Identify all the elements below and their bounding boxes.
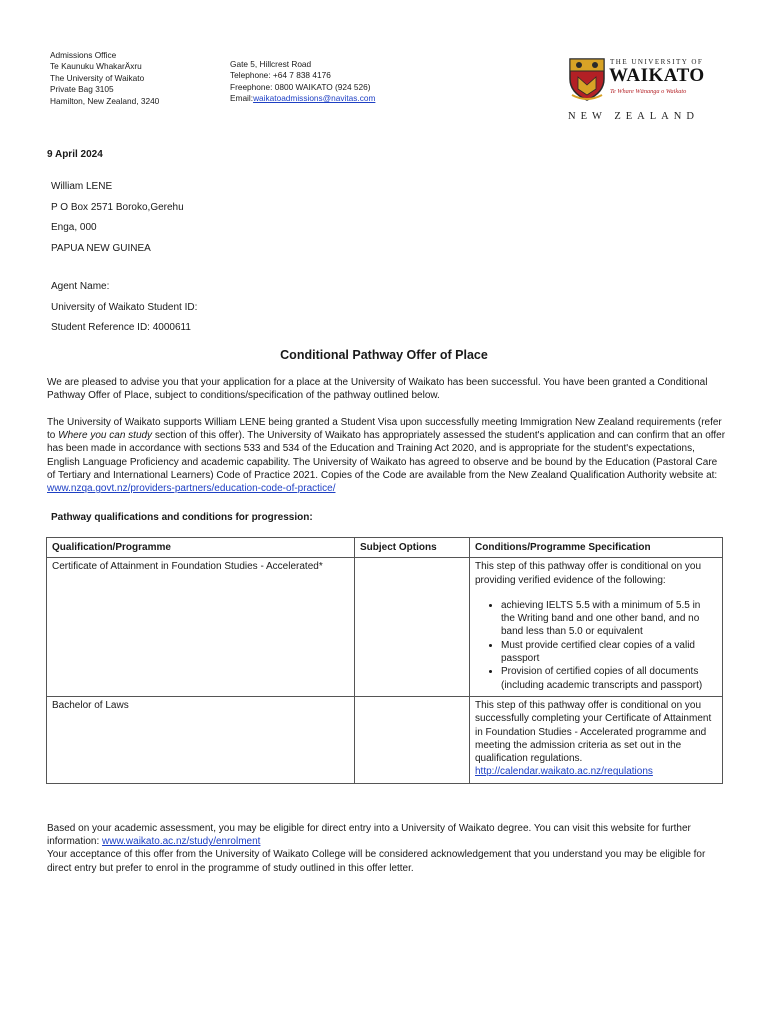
list-item: • Provision of certified copies of all documents (including academic transcripts and passport) [501,665,717,692]
student-id: University of Waikato Student ID: [51,301,198,313]
nzqa-link[interactable]: www.nzqa.govt.nz/providers-partners/education-code-of-practice/ [47,483,336,495]
visa-text-em: Where you can study [58,430,153,442]
student-reference-id: Student Reference ID: 4000611 [51,322,191,333]
logo-univ-of: THE UNIVERSITY OF [610,58,704,66]
list-item: • achieving IELTS 5.5 with a minimum of 5.5 in the Writing band and one other band, and no band less than 5.0 or equivalent [501,599,717,639]
gate-address: Gate 5, Hillcrest Road [230,59,312,69]
address-line: The University of Waikato [50,72,145,83]
visa-text-a: The University of Waikato supports William LENE being granted a Student Visa upon successfully meeting Immigration New Zealand requirements (refer to [47,417,722,442]
pathway-table [46,537,723,784]
recipient-line: William LENE [51,181,113,192]
visa-text-b: section of this offer). The University of Waikato has appropriately assessed the student's application and can confirm that an offer has been made in accordance with sections 533 and 534 of the Education and Training Act 2020, and is appropriate for the student's expectations, English Language Proficiency and academic capability. The University of Waikato has agreed to observe and be bound by the Education (Pastoral Care of Tertiary and International Learners) Code of Practice 2021. Copies of the Code are available from the New Zealand Qualification Authority website at: [47,430,726,481]
qualification-cell: Bachelor of Laws [47,696,355,783]
student-ids [51,277,197,339]
footer-paragraph [47,822,727,848]
address-line: Hamilton, New Zealand, 3240 [50,95,160,106]
email-line [230,93,375,104]
university-logo [566,52,711,124]
column-header: Conditions/Programme Specification [470,538,723,558]
email-link[interactable]: waikatoadmissions@navitas.com [253,93,376,104]
email-label: Email: [230,93,254,104]
intro-paragraph: We are pleased to advise you that your application for a place at the University of Waikato has been successful. You have been granted a Conditional Pathway Offer of Place, subject to conditions/specification of the pathway outlined below. [47,377,708,402]
regulations-link[interactable]: http://calendar.waikato.ac.nz/regulations [475,766,653,778]
recipient-line: PAPUA NEW GUINEA [51,242,151,254]
agent-name: Agent Name: [51,281,110,292]
list-item: • Must provide certified clear copies of a valid passport [501,639,717,666]
conditions-cell [470,696,723,783]
conditions-text: This step of this pathway offer is conditional on you successfully completing your Certificate of Attainment in Foundation Studies - Accelerated programme and meeting the admission criteria as set out in the qualification regulations. [475,699,712,765]
footer-paragraph: Your acceptance of this offer from the University of Waikato College will be considered acknowledgement that you understand you may be eligible for direct entry but prefer to enrol in the programme of study outlined in this offer letter. [47,849,706,874]
footer-text [47,822,727,875]
qualification-cell: Certificate of Attainment in Foundation Studies - Accelerated* [47,558,355,697]
recipient-line: Enga, 000 [51,222,97,233]
conditions-list [475,599,717,692]
subject-cell [355,696,470,783]
page-title: Conditional Pathway Offer of Place [280,348,488,362]
footer-text-1: Based on your academic assessment, you may be eligible for direct entry into a University of Waikato degree. You can visit this website for further information: [47,823,691,848]
pathway-heading: Pathway qualifications and conditions for progression: [51,512,313,523]
crest-icon [566,55,608,101]
subject-cell [355,558,470,697]
sender-address [50,50,159,107]
address-line: Admissions Office [50,50,117,60]
column-header: Qualification/Programme [47,538,355,558]
address-line: Private Bag 3105 [50,84,114,95]
freephone: Freephone: 0800 WAIKATO (924 526) [230,81,371,92]
telephone: Telephone: +64 7 838 4176 [230,70,331,81]
sender-contact [230,59,375,105]
enrolment-link[interactable]: www.waikato.ac.nz/study/enrolment [102,836,261,848]
recipient-line: P O Box 2571 Boroko,Gerehu [51,201,184,213]
logo-country: NEW ZEALAND [568,111,699,122]
column-header: Subject Options [355,538,470,558]
recipient-address [51,177,184,259]
visa-paragraph [47,416,727,495]
conditions-cell [470,558,723,697]
table-row [47,558,723,697]
address-line: Te Kaunuku WhakarÄxru [50,61,142,72]
conditions-text: This step of this pathway offer is conditional on you providing verified evidence of the following: [475,561,702,586]
table-row [47,696,723,783]
logo-name: WAIKATO [609,65,705,86]
letter-date: 9 April 2024 [47,149,103,160]
table-header-row [47,538,723,558]
logo-maori-name: Te Whare Wānanga o Waikato [610,88,687,95]
